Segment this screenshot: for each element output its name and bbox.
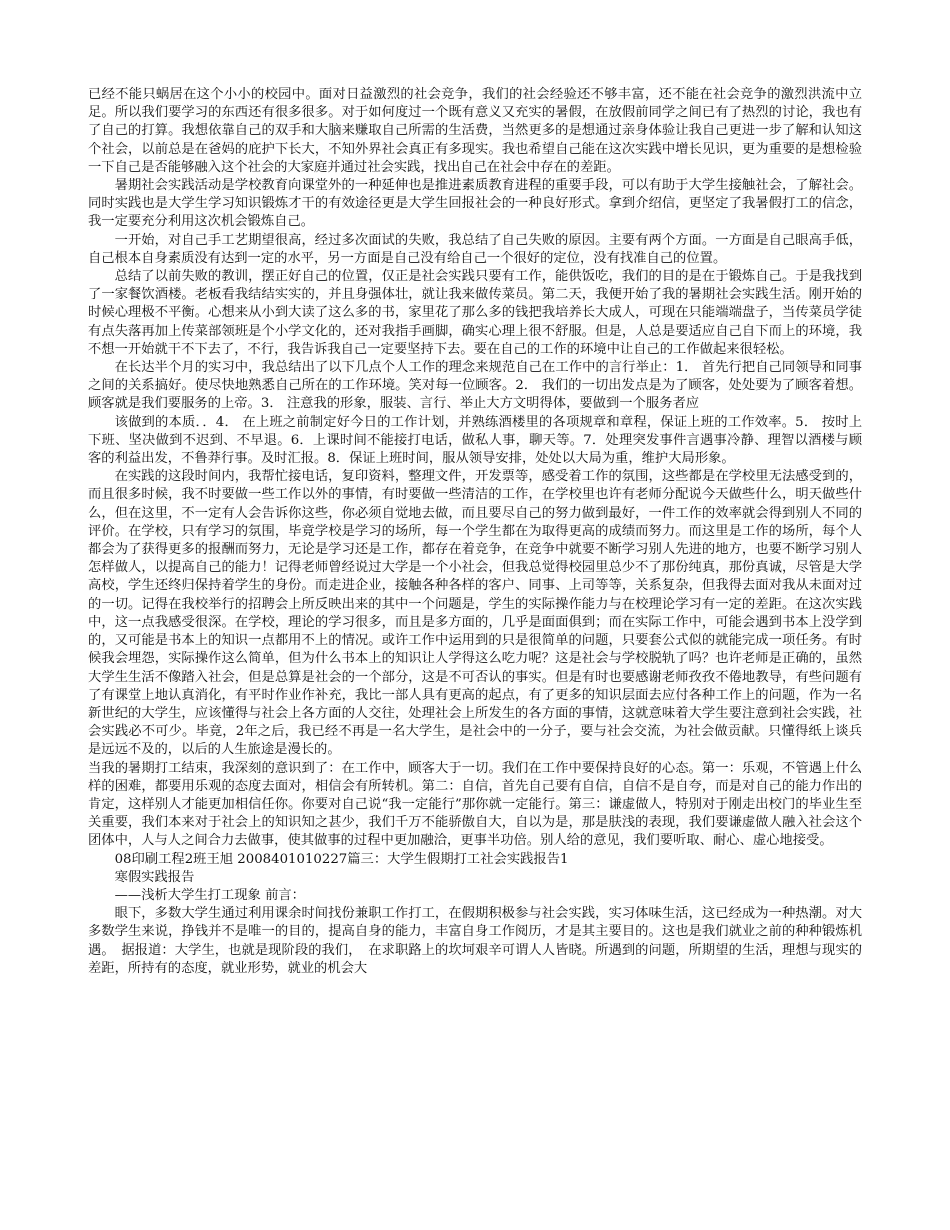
author-line: 08印刷工程2班王旭 2008401010227篇三：大学生假期打工社会实践报告1 xyxy=(114,851,569,867)
document-page xyxy=(88,86,862,978)
paragraph-interview-failure: 一开始，对自己手工艺期望很高，经过多次面试的失败，我总结了自己失败的原因。主要有两个方面。一方面是自己眼高手低，自己根本自身素质没有达到一定的水平，另一方面是自己没有给自己一个很好的定位，没有找准自己的位置。 xyxy=(88,232,862,266)
paragraph-continuation: 已经不能只蜗居在这个小小的校园中。面对日益激烈的社会竞争，我们的社会经验还不够丰富，还不能在社会竞争的激烈洪流中立足。所以我们要学习的东西还有很多很多。对于如何度过一个既有意义又充实的暑假，在放假前同学之间已有了热烈的讨论，我也有了自己的打算。我想依靠自己的双手和大脑来赚取自己所需的生活费，当然更多的是想通过亲身体验让我自己更进一步了解和认知这个社会，以前总是在爸妈的庇护下长大，不知外界社会真正有多现实。我也希望自己能在这次实践中增长见识，更为重要的是想检验一下自己是否能够融入这个社会的大家庭并通过社会实践，找出自己在社会中存在的差距。 xyxy=(88,87,862,175)
report-subtitle: ——浅析大学生打工现象 前言： xyxy=(114,887,305,903)
paragraph-conclusion: 当我的暑期打工结束，我深刻的意识到了：在工作中，顾客大于一切。我们在工作中要保持良好的心态。第一：乐观，不管遇上什么样的困难，都要用乐观的态度去面对，相信会有所转机。第二：自信，首先自己要有自信，自信不是自夸，而是对自己的能力作出的肯定，这样别人才能更加相信任你。你要对自己说“我一定能行”那你就一定能行。第三：谦虚做人，特别对于刚走出校门的毕业生至关重要，我们本来对于社会上的知识知之甚少，我们千万不能骄傲自大，自以为是，那是肤浅的表现，我们要谦虚做人融入社会这个团体中，人与人之间合力去做事，使其做事的过程中更加融洽，更事半功倍。别人给的意见，我们要听取、耐心、虚心地接受。 xyxy=(88,760,862,849)
report-title: 寒假实践报告 xyxy=(114,869,195,885)
paragraph-social-practice: 暑期社会实践活动是学校教育向课堂外的一种延伸也是推进素质教育进程的重要手段，可以有助于大学生接触社会，了解社会。同时实践也是大学生学习知识锻炼才干的有效途径更是大学生回报社会的一种良好形式。拿到介绍信，更坚定了我暑假打工的信念，我一定要充分利用这次机会锻炼自己。 xyxy=(88,178,862,230)
paragraph-restaurant-job: 总结了以前失败的教训，摆正好自己的位置，仅正是社会实践只要有工作，能供饭吃，我们的目的是在于锻炼自己。于是我找到了一家餐饮酒楼。老板看我结结实实的，并且身强体壮，就让我来做传菜员。第二天，我便开始了我的暑期社会实践生活。刚开始的时候心理极不平衡。心想来从小到大读了这么多的书，家里花了那么多的钱把我培养长大成人，可现在只能端端盘子，当传菜员学徒有点失落再加上传菜部领班是个小学文化的，还对我指手画脚，确实心理上很不舒服。但是，人总是要适应自己自下而上的环境，我不想一开始就干不下去了，不行，我告诉我自己一定要坚持下去。要在自己的工作的环境中让自己的工作做起来很轻松。 xyxy=(88,269,862,357)
paragraph-work-principles-continued: 该做到的本质．．4． 在上班之前制定好今日的工作计划，并熟练酒楼里的各项规章和章程，保证上班的工作效率。5． 按时上下班、坚决做到不迟到、不早退。6．上课时间不能接打电话，做私人事，聊天等。7．处理突发事件言遇事冷静、理智以酒楼与顾客的利益出发，不鲁莽行事。及时汇报。8．保证上班时间，服从领导安排，处处以大局为重，维护大局形象。 xyxy=(88,414,862,467)
paragraph-work-principles: 在长达半个月的实习中，我总结出了以下几点个人工作的理念来规范自己在工作中的言行举止：1． 首先行把自己同领导和同事之间的关系搞好。使尽快地熟悉自己所在的工作环境。笑对每一位顾客。2． 我们的一切出发点是为了顾客，处处要为了顾客着想。顾客就是我们要服务的上帝。3． 注意我的形象，服装、言行、举止大方文明得体，要做到一个服务者应 xyxy=(88,360,862,412)
paragraph-practice-reflection: 在实践的这段时间内，我帮忙接电话，复印资料，整理文件，开发票等，感受着工作的氛围，这些都是在学校里无法感受到的，而且很多时候，我不时要做一些工作以外的事情，有时要做一些清洁的工作，在学校里也许有老师分配说今天做些什么，明天做些什么，但在这里，不一定有人会告诉你这些，你必须自觉地去做，而且要尽自己的努力做到最好，一件工作的效率就会得到别人不同的评价。在学校，只有学习的氛围，毕竟学校是学习的场所，每一个学生都在为取得更高的成绩而努力。而这里是工作的场所，每个人都会为了获得更多的报酬而努力，无论是学习还是工作，都存在着竞争，在竞争中就要不断学习别人先进的地方，也要不断学习别人怎样做人，以提高自己的能力！记得老师曾经说过大学是一个小社会，但我总觉得校园里总少不了那份纯真，那份真诚，尽管是大学高校，学生还终归保持着学生的身份。而走进企业，接触各种各样的客户、同事、上司等等，关系复杂，但我得去面对我从未面对过的一切。记得在我校举行的招聘会上所反映出来的其中一个问题是，学生的实际操作能力与在校理论学习有一定的差距。在这次实践中，这一点我感受很深。在学校，理论的学习很多，而且是多方面的，几乎是面面俱到；而在实际工作中，可能会遇到书本上没学到的，又可能是书本上的知识一点都用不上的情况。或许工作中运用到的只是很简单的问题，只要套公式似的就能完成一项任务。有时候我会埋怨，实际操作这么简单，但为什么书本上的知识让人学得这么吃力呢？这是社会与学校脱轨了吗？也许老师是正确的，虽然大学生生活不像踏入社会，但是总算是社会的一个部分，这是不可否认的事实。但是有时也要感谢老师孜孜不倦地教导，有些问题有了有课堂上地认真消化，有平时作业作补充，我比一部人具有更高的起点，有了更多的知识层面去应付各种工作上的问题，作为一名新世纪的大学生，应该懂得与社会上各方面的人交往，处理社会上所发生的各方面的事情，这就意味着大学生要注意到社会实践，社会实践必不可少。毕竟，2年之后，我已经不再是一名大学生，是社会中的一分子，要与社会交流，为社会做贡献。只懂得纸上谈兵是远远不及的，以后的人生旅途是漫长的。 xyxy=(88,469,862,758)
paragraph-preface: 眼下，多数大学生通过利用课余时间找份兼职工作打工，在假期积极参与社会实践，实习体味生活，这已经成为一种热潮。对大多数学生来说，挣钱并不是唯一的目的，提高自身的能力，丰富自身工作阅历，才是其主要目的。这也是我们就业之前的种种锻炼机遇。 据报道：大学生，也就是现阶段的我们， 在求职路上的坎坷艰辛可谓人人皆晓。所遇到的问题，所期望的生活，理想与现实的差距，所持有的态度，就业形势，就业的机会大 xyxy=(88,906,862,976)
